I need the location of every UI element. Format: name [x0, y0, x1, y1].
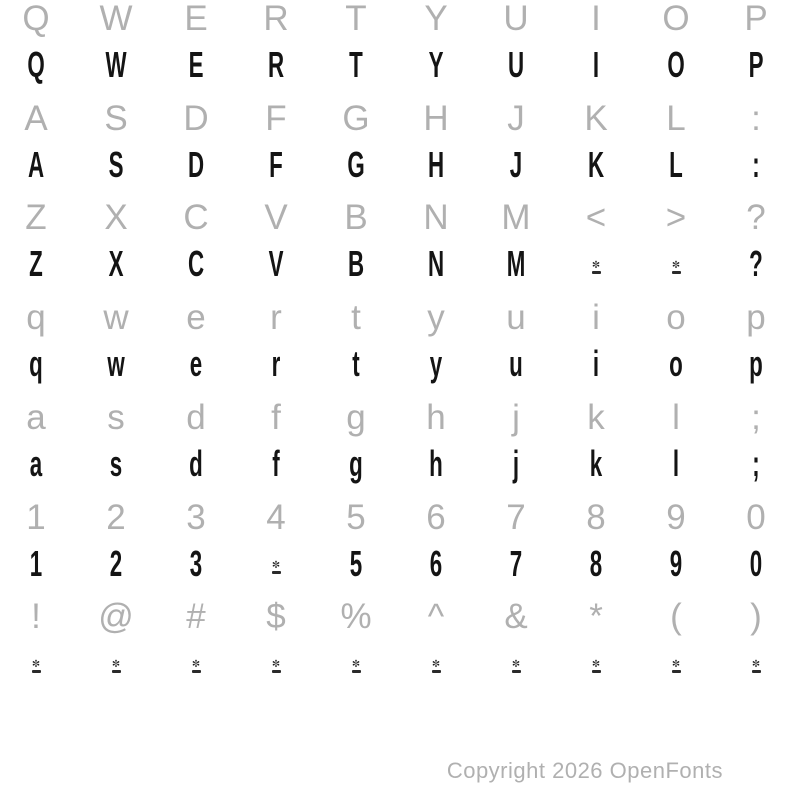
glyph-reference: r — [270, 298, 282, 338]
glyph-specimen: F — [269, 143, 283, 185]
glyph-reference: 9 — [666, 497, 686, 537]
glyph-specimen: u — [509, 343, 523, 385]
missing-glyph-icon: ✼ — [556, 645, 636, 673]
glyph-specimen: 9 — [669, 542, 683, 584]
missing-glyph-icon: ✼ — [716, 645, 796, 673]
glyph-reference: 2 — [106, 497, 126, 537]
missing-glyph-icon: ✼ — [476, 645, 556, 673]
glyph-specimen: w — [107, 343, 125, 385]
glyph-specimen: G — [347, 143, 365, 185]
glyph-reference: h — [426, 397, 446, 437]
glyph-reference: > — [665, 198, 687, 238]
glyph-reference: j — [512, 397, 520, 437]
glyph-row-1-reference — [0, 1, 796, 36]
missing-glyph-icon: ✼ — [236, 645, 316, 673]
glyph-reference: e — [186, 298, 206, 338]
glyph-reference: ) — [750, 597, 762, 637]
glyph-reference: J — [507, 98, 525, 138]
glyph-reference: Y — [424, 0, 448, 38]
glyph-row-11-reference — [0, 497, 796, 537]
missing-glyph-icon: ✼ — [156, 645, 236, 673]
glyph-specimen: B — [347, 243, 365, 285]
glyph-row-4-specimen — [0, 143, 796, 185]
missing-glyph-icon: ✼ — [76, 645, 156, 673]
glyph-specimen: I — [592, 44, 600, 85]
glyph-reference: o — [666, 298, 686, 338]
glyph-reference: X — [104, 198, 128, 238]
glyph-specimen: D — [187, 143, 205, 185]
glyph-reference: N — [423, 198, 449, 238]
missing-glyph-icon: ✼ — [236, 546, 316, 582]
glyph-specimen: 1 — [29, 542, 43, 584]
glyph-row-5-reference — [0, 198, 796, 238]
glyph-reference: I — [591, 0, 601, 38]
glyph-reference: M — [501, 198, 531, 238]
glyph-reference: $ — [266, 597, 286, 637]
glyph-reference: 7 — [506, 497, 526, 537]
glyph-reference: i — [592, 298, 600, 338]
missing-glyph-icon: ✼ — [636, 246, 716, 282]
glyph-specimen: V — [268, 243, 284, 285]
glyph-reference: F — [265, 98, 287, 138]
glyph-reference: ? — [746, 198, 766, 238]
glyph-row-13-reference — [0, 597, 796, 637]
glyph-reference: y — [427, 298, 445, 338]
glyph-specimen: 6 — [429, 542, 443, 584]
glyph-reference: W — [99, 0, 133, 38]
glyph-row-8-specimen — [0, 343, 796, 385]
glyph-row-9-reference — [0, 397, 796, 437]
glyph-specimen: C — [187, 243, 205, 285]
glyph-specimen: 7 — [509, 542, 523, 584]
glyph-specimen: h — [429, 442, 443, 484]
glyph-specimen: K — [587, 143, 605, 185]
glyph-specimen: O — [667, 44, 685, 85]
glyph-reference: : — [751, 98, 761, 138]
glyph-reference: 1 — [26, 497, 46, 537]
glyph-specimen: 5 — [349, 542, 363, 584]
glyph-reference: f — [271, 397, 281, 437]
missing-glyph-icon: ✼ — [636, 645, 716, 673]
glyph-reference: Z — [25, 198, 47, 238]
glyph-reference: ! — [31, 597, 41, 637]
glyph-reference: V — [264, 198, 288, 238]
glyph-reference: L — [666, 98, 686, 138]
glyph-specimen: M — [506, 243, 526, 285]
glyph-specimen: Y — [428, 44, 444, 85]
glyph-specimen: : — [752, 143, 760, 185]
glyph-reference: A — [24, 98, 48, 138]
glyph-reference: B — [344, 198, 368, 238]
glyph-specimen: a — [29, 442, 43, 484]
glyph-specimen: T — [349, 44, 363, 85]
glyph-specimen: S — [108, 143, 124, 185]
glyph-reference: T — [345, 0, 367, 38]
glyph-specimen: ? — [749, 243, 763, 285]
glyph-specimen: 3 — [189, 542, 203, 584]
glyph-specimen: J — [509, 143, 523, 185]
glyph-reference: * — [589, 597, 603, 637]
glyph-specimen: ; — [752, 442, 760, 484]
glyph-specimen: f — [272, 442, 280, 484]
glyph-reference: ; — [751, 397, 761, 437]
missing-glyph-icon: ✼ — [396, 645, 476, 673]
glyph-reference: P — [744, 0, 768, 38]
glyph-reference: S — [104, 98, 128, 138]
glyph-reference: % — [340, 597, 372, 637]
glyph-specimen: Z — [29, 243, 43, 285]
glyph-reference: & — [504, 597, 528, 637]
glyph-specimen: U — [507, 44, 525, 85]
glyph-specimen: o — [669, 343, 683, 385]
glyph-reference: 4 — [266, 497, 286, 537]
glyph-specimen: r — [271, 343, 281, 385]
glyph-reference: ( — [670, 597, 682, 637]
glyph-specimen: d — [189, 442, 203, 484]
glyph-specimen: t — [352, 343, 360, 385]
glyph-reference: 6 — [426, 497, 446, 537]
missing-glyph-icon: ✼ — [0, 645, 76, 673]
glyph-reference: G — [342, 98, 370, 138]
glyph-reference: g — [346, 397, 366, 437]
glyph-row-7-reference — [0, 298, 796, 338]
glyph-specimen: e — [189, 343, 203, 385]
glyph-specimen: 8 — [589, 542, 603, 584]
glyph-specimen: 0 — [749, 542, 763, 584]
glyph-row-3-reference — [0, 98, 796, 138]
glyph-reference: ^ — [427, 597, 445, 637]
glyph-reference: # — [186, 597, 206, 637]
glyph-reference: t — [351, 298, 361, 338]
glyph-reference: 0 — [746, 497, 766, 537]
glyph-specimen: Q — [27, 44, 45, 85]
glyph-specimen: E — [188, 44, 204, 85]
glyph-reference: < — [585, 198, 607, 238]
glyph-specimen: A — [27, 143, 45, 185]
glyph-row-14-specimen — [0, 645, 796, 673]
glyph-reference: @ — [98, 597, 134, 637]
glyph-reference: p — [746, 298, 766, 338]
glyph-specimen: i — [592, 343, 600, 385]
glyph-reference: D — [183, 98, 209, 138]
glyph-reference: a — [26, 397, 46, 437]
glyph-reference: l — [672, 397, 680, 437]
glyph-reference: 5 — [346, 497, 366, 537]
glyph-specimen: P — [748, 44, 764, 85]
glyph-row-2-specimen — [0, 44, 796, 85]
glyph-specimen: N — [427, 243, 445, 285]
glyph-reference: E — [184, 0, 208, 38]
glyph-reference: d — [186, 397, 206, 437]
glyph-reference: C — [183, 198, 209, 238]
glyph-specimen: L — [669, 143, 683, 185]
glyph-reference: Q — [22, 0, 50, 38]
glyph-row-12-specimen — [0, 542, 796, 584]
glyph-specimen: l — [672, 442, 680, 484]
glyph-reference: U — [503, 0, 529, 38]
glyph-specimen: p — [749, 343, 763, 385]
glyph-specimen: y — [429, 343, 443, 385]
glyph-reference: 8 — [586, 497, 606, 537]
glyph-reference: u — [506, 298, 526, 338]
glyph-specimen: s — [109, 442, 123, 484]
glyph-reference: k — [587, 397, 605, 437]
glyph-reference: w — [103, 298, 129, 338]
copyright-text: Copyright 2026 OpenFonts — [446, 758, 723, 783]
glyph-specimen: W — [105, 44, 127, 85]
glyph-reference: 3 — [186, 497, 206, 537]
glyph-specimen: X — [108, 243, 124, 285]
glyph-row-10-specimen — [0, 442, 796, 484]
glyph-specimen: R — [267, 44, 285, 85]
glyph-specimen: k — [589, 442, 603, 484]
glyph-reference: H — [423, 98, 449, 138]
glyph-reference: O — [662, 0, 690, 38]
glyph-specimen: j — [512, 442, 520, 484]
glyph-reference: R — [263, 0, 289, 38]
glyph-row-6-specimen — [0, 243, 796, 285]
glyph-specimen: 2 — [109, 542, 123, 584]
glyph-reference: q — [26, 298, 46, 338]
glyph-specimen: g — [349, 442, 363, 484]
glyph-specimen: H — [427, 143, 445, 185]
missing-glyph-icon: ✼ — [556, 246, 636, 282]
missing-glyph-icon: ✼ — [316, 645, 396, 673]
glyph-reference: K — [584, 98, 608, 138]
glyph-reference: s — [107, 397, 125, 437]
glyph-specimen: q — [29, 343, 43, 385]
